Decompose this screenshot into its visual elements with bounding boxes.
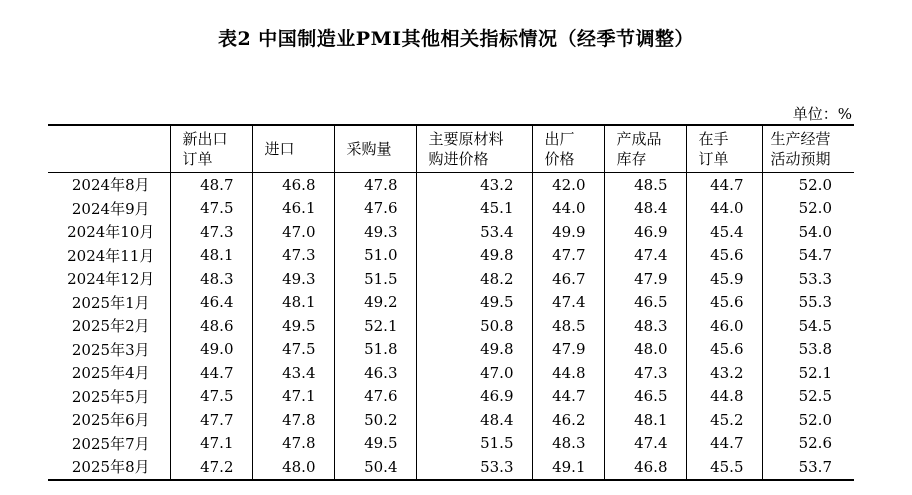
value-cell: 48.5 [532, 314, 604, 338]
table-row [48, 432, 854, 456]
value-cell: 47.9 [532, 338, 604, 362]
column-header-line2: 活动预期 [770, 150, 831, 168]
month-cell: 2025年5月 [48, 385, 170, 409]
value-cell: 47.8 [252, 408, 334, 432]
value-cell: 45.2 [686, 408, 762, 432]
table-row [48, 267, 854, 291]
month-cell: 2025年1月 [48, 291, 170, 315]
value-cell: 52.5 [798, 387, 832, 406]
value-cell: 47.4 [532, 291, 604, 315]
value-cell: 52.0 [798, 175, 832, 194]
value-cell: 46.4 [170, 291, 252, 315]
value-cell: 53.3 [416, 455, 532, 480]
value-cell: 43.4 [252, 361, 334, 385]
pmi-indicators-table [48, 124, 854, 481]
table-row [48, 455, 854, 480]
value-cell: 49.5 [334, 432, 416, 456]
column-header-line1: 产成品 [616, 130, 662, 148]
column-header-line2: 购进价格 [428, 150, 489, 168]
value-cell: 46.0 [686, 314, 762, 338]
column-header [252, 125, 334, 173]
column-header-line2: 订单 [698, 150, 729, 168]
value-cell: 48.2 [416, 267, 532, 291]
table-row [48, 408, 854, 432]
value-cell: 44.0 [532, 197, 604, 221]
value-cell: 53.8 [798, 340, 832, 359]
value-cell: 52.1 [798, 363, 832, 382]
value-cell: 52.0 [798, 199, 832, 218]
value-cell: 49.8 [416, 338, 532, 362]
value-cell: 49.3 [334, 220, 416, 244]
value-cell: 49.5 [252, 314, 334, 338]
month-cell: 2024年11月 [48, 244, 170, 268]
value-cell: 44.7 [686, 173, 762, 197]
value-cell: 46.2 [532, 408, 604, 432]
value-cell: 48.3 [532, 432, 604, 456]
value-cell: 44.7 [532, 385, 604, 409]
value-cell: 46.9 [604, 220, 686, 244]
column-header [604, 125, 686, 173]
value-cell: 49.5 [416, 291, 532, 315]
column-header [762, 125, 854, 173]
value-cell: 45.1 [416, 197, 532, 221]
header-row [48, 125, 854, 173]
column-header [416, 125, 532, 173]
value-cell: 51.8 [334, 338, 416, 362]
value-cell: 48.1 [604, 408, 686, 432]
value-cell: 46.7 [532, 267, 604, 291]
value-cell: 47.5 [252, 338, 334, 362]
value-cell: 54.7 [798, 246, 832, 265]
table-row [48, 197, 854, 221]
month-cell: 2025年6月 [48, 408, 170, 432]
value-cell: 45.6 [686, 338, 762, 362]
column-header-line1: 进口 [264, 140, 295, 158]
month-cell: 2025年8月 [48, 455, 170, 480]
column-header-line1: 采购量 [346, 140, 392, 158]
table-row [48, 361, 854, 385]
value-cell: 51.5 [416, 432, 532, 456]
column-header-line2: 订单 [182, 150, 213, 168]
value-cell: 46.8 [604, 455, 686, 480]
column-header-line2: 价格 [544, 150, 575, 168]
value-cell: 53.4 [416, 220, 532, 244]
value-cell: 47.7 [532, 244, 604, 268]
value-cell: 48.3 [604, 314, 686, 338]
month-cell: 2025年2月 [48, 314, 170, 338]
value-cell: 51.0 [334, 244, 416, 268]
value-cell: 48.1 [170, 244, 252, 268]
column-header-line1: 出厂 [544, 130, 575, 148]
month-cell: 2025年3月 [48, 338, 170, 362]
value-cell: 47.4 [604, 432, 686, 456]
value-cell: 44.8 [686, 385, 762, 409]
value-cell: 48.7 [170, 173, 252, 197]
value-cell: 45.4 [686, 220, 762, 244]
column-header [170, 125, 252, 173]
column-header [334, 125, 416, 173]
value-cell: 47.1 [252, 385, 334, 409]
value-cell: 47.8 [334, 173, 416, 197]
value-cell: 55.3 [798, 293, 832, 312]
value-cell: 47.3 [252, 244, 334, 268]
month-cell: 2024年8月 [48, 173, 170, 197]
value-cell: 46.5 [604, 385, 686, 409]
value-cell: 54.0 [798, 222, 832, 241]
value-cell: 46.3 [334, 361, 416, 385]
column-header [532, 125, 604, 173]
column-header [686, 125, 762, 173]
value-cell: 47.8 [252, 432, 334, 456]
value-cell: 46.1 [252, 197, 334, 221]
value-cell: 47.5 [170, 385, 252, 409]
value-cell: 48.5 [604, 173, 686, 197]
value-cell: 48.1 [252, 291, 334, 315]
column-header-line2: 库存 [616, 150, 647, 168]
value-cell: 44.7 [686, 432, 762, 456]
value-cell: 47.3 [170, 220, 252, 244]
value-cell: 49.2 [334, 291, 416, 315]
value-cell: 52.1 [334, 314, 416, 338]
value-cell: 47.2 [170, 455, 252, 480]
table-body [48, 173, 854, 480]
month-cell: 2025年7月 [48, 432, 170, 456]
value-cell: 44.8 [532, 361, 604, 385]
value-cell: 53.7 [762, 455, 854, 480]
value-cell: 49.1 [532, 455, 604, 480]
value-cell: 47.7 [170, 408, 252, 432]
value-cell: 47.0 [252, 220, 334, 244]
value-cell: 47.1 [170, 432, 252, 456]
value-cell: 47.4 [604, 244, 686, 268]
value-cell: 46.8 [252, 173, 334, 197]
value-cell: 50.2 [334, 408, 416, 432]
unit-label: 单位：% [792, 105, 852, 123]
table-row [48, 338, 854, 362]
value-cell: 47.9 [604, 267, 686, 291]
value-cell: 48.3 [170, 267, 252, 291]
column-header-line1: 主要原材料 [428, 130, 504, 148]
column-header-line1: 新出口 [182, 130, 228, 148]
column-header-line1: 在手 [698, 130, 729, 148]
value-cell: 47.3 [604, 361, 686, 385]
header-corner [48, 125, 170, 173]
value-cell: 48.4 [604, 197, 686, 221]
value-cell: 52.0 [798, 410, 832, 429]
value-cell: 49.8 [416, 244, 532, 268]
value-cell: 53.3 [798, 269, 832, 288]
value-cell: 45.6 [686, 244, 762, 268]
value-cell: 47.5 [170, 197, 252, 221]
value-cell: 49.9 [532, 220, 604, 244]
value-cell: 47.6 [334, 197, 416, 221]
table-row [48, 220, 854, 244]
value-cell: 45.5 [686, 455, 762, 480]
value-cell: 48.0 [604, 338, 686, 362]
month-cell: 2024年12月 [48, 267, 170, 291]
value-cell: 46.5 [604, 291, 686, 315]
month-cell: 2025年4月 [48, 361, 170, 385]
value-cell: 48.4 [416, 408, 532, 432]
value-cell: 44.7 [170, 361, 252, 385]
value-cell: 47.6 [334, 385, 416, 409]
value-cell: 48.0 [252, 455, 334, 480]
value-cell: 46.9 [416, 385, 532, 409]
column-header-line1: 生产经营 [770, 130, 831, 148]
table-row [48, 314, 854, 338]
value-cell: 49.0 [170, 338, 252, 362]
table-row [48, 173, 854, 197]
value-cell: 43.2 [686, 361, 762, 385]
value-cell: 49.3 [252, 267, 334, 291]
table-title: 表2 中国制造业PMI其他相关指标情况（经季节调整） [217, 28, 695, 50]
value-cell: 45.6 [686, 291, 762, 315]
value-cell: 50.8 [416, 314, 532, 338]
value-cell: 51.5 [334, 267, 416, 291]
value-cell: 42.0 [532, 173, 604, 197]
value-cell: 47.0 [416, 361, 532, 385]
value-cell: 44.0 [686, 197, 762, 221]
value-cell: 52.6 [798, 434, 832, 453]
value-cell: 54.5 [798, 316, 832, 335]
value-cell: 50.4 [334, 455, 416, 480]
table-row [48, 291, 854, 315]
month-cell: 2024年10月 [48, 220, 170, 244]
table-row [48, 385, 854, 409]
month-cell: 2024年9月 [48, 197, 170, 221]
table-row [48, 244, 854, 268]
value-cell: 43.2 [416, 173, 532, 197]
value-cell: 45.9 [686, 267, 762, 291]
value-cell: 48.6 [170, 314, 252, 338]
